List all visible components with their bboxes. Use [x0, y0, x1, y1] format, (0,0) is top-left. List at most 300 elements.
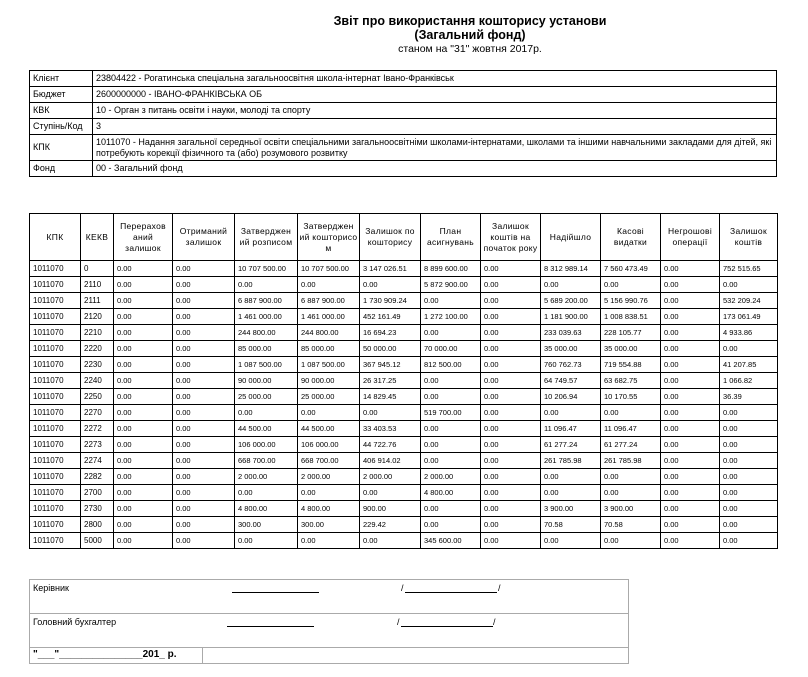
table-cell: 0.00	[661, 309, 720, 325]
table-cell: 0.00	[661, 469, 720, 485]
table-cell: 90 000.00	[235, 373, 298, 389]
table-cell: 0.00	[481, 373, 541, 389]
table-cell: 8 312 989.14	[541, 261, 601, 277]
table-cell: 4 933.86	[720, 325, 778, 341]
table-cell: 0.00	[481, 309, 541, 325]
table-cell: 228 105.77	[601, 325, 661, 341]
accountant-signature-line	[227, 626, 314, 627]
table-cell: 229.42	[360, 517, 421, 533]
info-value: 23804422 - Рогатинська спеціальна загальноосвітня школа-інтернат Івано-Франківськ	[93, 71, 777, 87]
table-cell: 36.39	[720, 389, 778, 405]
table-cell: 0.00	[661, 517, 720, 533]
info-row	[30, 119, 777, 135]
table-cell: 0.00	[541, 405, 601, 421]
table-cell: 0.00	[720, 341, 778, 357]
table-cell: 3 900.00	[601, 501, 661, 517]
table-cell: 44 500.00	[235, 421, 298, 437]
table-cell: 8 899 600.00	[421, 261, 481, 277]
table-cell: 1011070	[30, 533, 81, 549]
table-cell: 2800	[81, 517, 114, 533]
table-cell: 0.00	[481, 261, 541, 277]
table-row	[30, 453, 778, 469]
table-cell: 2111	[81, 293, 114, 309]
info-value: 1011070 - Надання загальної середньої освіти спеціальними загальноосвітніми школами-інтернатами, школами та іншими навчальними закладами для дітей, які потребують корекції фізичного та (або) розумового розвитку	[93, 135, 777, 161]
date-row	[30, 648, 628, 663]
table-cell: 26 317.25	[360, 373, 421, 389]
table-cell: 70.58	[601, 517, 661, 533]
table-cell: 0.00	[173, 389, 235, 405]
table-row	[30, 341, 778, 357]
table-cell: 6 887 900.00	[298, 293, 360, 309]
info-label: Ступінь/Код	[30, 119, 93, 135]
table-cell: 0.00	[114, 421, 173, 437]
table-cell: 0.00	[421, 437, 481, 453]
accountant-signature-row	[30, 614, 628, 648]
table-cell: 2273	[81, 437, 114, 453]
table-cell: 90 000.00	[298, 373, 360, 389]
column-header: Затверджен ий розписом	[235, 214, 298, 261]
table-cell: 406 914.02	[360, 453, 421, 469]
table-cell: 85 000.00	[235, 341, 298, 357]
table-cell: 0.00	[173, 517, 235, 533]
table-cell: 44 722.76	[360, 437, 421, 453]
column-header: КЕКВ	[81, 214, 114, 261]
table-cell: 345 600.00	[421, 533, 481, 549]
info-label: Бюджет	[30, 87, 93, 103]
table-cell: 300.00	[298, 517, 360, 533]
table-cell: 1011070	[30, 485, 81, 501]
slash-left: /	[401, 583, 404, 593]
table-cell: 0.00	[298, 277, 360, 293]
table-cell: 519 700.00	[421, 405, 481, 421]
table-row	[30, 437, 778, 453]
table-cell: 0.00	[481, 421, 541, 437]
table-cell: 0.00	[360, 277, 421, 293]
table-cell: 0.00	[173, 453, 235, 469]
table-cell: 0.00	[541, 277, 601, 293]
report-title	[300, 14, 640, 42]
table-cell: 0.00	[298, 533, 360, 549]
table-cell: 2 000.00	[298, 469, 360, 485]
table-cell: 85 000.00	[298, 341, 360, 357]
budget-table	[29, 213, 778, 549]
table-cell: 2120	[81, 309, 114, 325]
table-cell: 0.00	[114, 469, 173, 485]
table-cell: 1011070	[30, 341, 81, 357]
table-cell: 1011070	[30, 469, 81, 485]
table-cell: 1 087 500.00	[235, 357, 298, 373]
table-cell: 244 800.00	[298, 325, 360, 341]
table-cell: 1 461 000.00	[235, 309, 298, 325]
table-cell: 0.00	[421, 293, 481, 309]
table-cell: 6 887 900.00	[235, 293, 298, 309]
table-cell: 0.00	[298, 405, 360, 421]
table-cell: 1011070	[30, 325, 81, 341]
table-cell: 61 277.24	[541, 437, 601, 453]
table-cell: 1011070	[30, 309, 81, 325]
table-cell: 14 829.45	[360, 389, 421, 405]
table-cell: 2250	[81, 389, 114, 405]
table-cell: 244 800.00	[235, 325, 298, 341]
column-header: План асигнувань	[421, 214, 481, 261]
table-cell: 1 272 100.00	[421, 309, 481, 325]
table-cell: 0.00	[601, 405, 661, 421]
table-cell: 0.00	[114, 261, 173, 277]
table-cell: 0.00	[661, 501, 720, 517]
table-cell: 33 403.53	[360, 421, 421, 437]
slash-right: /	[498, 583, 501, 593]
table-cell: 452 161.49	[360, 309, 421, 325]
table-cell: 0.00	[481, 277, 541, 293]
table-cell: 0.00	[114, 293, 173, 309]
table-cell: 0.00	[601, 485, 661, 501]
table-cell: 0.00	[114, 485, 173, 501]
table-cell: 0.00	[661, 277, 720, 293]
table-cell: 0.00	[173, 405, 235, 421]
column-header: Залишок по кошторису	[360, 214, 421, 261]
table-cell: 0.00	[720, 533, 778, 549]
table-cell: 0.00	[720, 469, 778, 485]
table-cell: 10 707 500.00	[298, 261, 360, 277]
column-header: Затверджен ий кошторисо м	[298, 214, 360, 261]
column-header: Надійшло	[541, 214, 601, 261]
report-date: станом на "31" жовтня 2017р.	[398, 43, 542, 55]
table-cell: 0.00	[601, 533, 661, 549]
info-label: Фонд	[30, 161, 93, 177]
table-cell: 1 181 900.00	[541, 309, 601, 325]
table-cell: 7 560 473.49	[601, 261, 661, 277]
table-cell: 1 066.82	[720, 373, 778, 389]
table-cell: 0.00	[541, 533, 601, 549]
table-cell: 532 209.24	[720, 293, 778, 309]
table-cell: 0.00	[481, 389, 541, 405]
table-row	[30, 469, 778, 485]
column-header: Залишок коштів	[720, 214, 778, 261]
table-cell: 0.00	[541, 485, 601, 501]
slash-right: /	[493, 617, 496, 627]
table-cell: 5000	[81, 533, 114, 549]
table-row	[30, 309, 778, 325]
table-cell: 5 156 990.76	[601, 293, 661, 309]
table-cell: 668 700.00	[235, 453, 298, 469]
table-cell: 1011070	[30, 501, 81, 517]
table-cell: 0.00	[114, 517, 173, 533]
table-cell: 0.00	[541, 469, 601, 485]
director-signature-line	[232, 592, 319, 593]
info-value: 00 - Загальний фонд	[93, 161, 777, 177]
table-cell: 2282	[81, 469, 114, 485]
table-cell: 5 872 900.00	[421, 277, 481, 293]
table-cell: 1 087 500.00	[298, 357, 360, 373]
table-cell: 64 749.57	[541, 373, 601, 389]
table-cell: 0.00	[360, 533, 421, 549]
table-cell: 10 206.94	[541, 389, 601, 405]
table-cell: 5 689 200.00	[541, 293, 601, 309]
table-cell: 1011070	[30, 357, 81, 373]
table-cell: 900.00	[360, 501, 421, 517]
table-cell: 2 000.00	[421, 469, 481, 485]
table-cell: 812 500.00	[421, 357, 481, 373]
table-cell: 0.00	[114, 357, 173, 373]
table-cell: 16 694.23	[360, 325, 421, 341]
table-cell: 0.00	[661, 533, 720, 549]
column-header: Касові видатки	[601, 214, 661, 261]
table-cell: 0.00	[173, 469, 235, 485]
table-cell: 35 000.00	[541, 341, 601, 357]
table-cell: 233 039.63	[541, 325, 601, 341]
table-cell: 1 461 000.00	[298, 309, 360, 325]
table-cell: 0.00	[661, 437, 720, 453]
table-cell: 0.00	[421, 325, 481, 341]
table-cell: 63 682.75	[601, 373, 661, 389]
table-cell: 719 554.88	[601, 357, 661, 373]
info-value: 2600000000 - ІВАНО-ФРАНКІВСЬКА ОБ	[93, 87, 777, 103]
info-row	[30, 135, 777, 161]
table-cell: 752 515.65	[720, 261, 778, 277]
table-cell: 3 900.00	[541, 501, 601, 517]
table-row	[30, 389, 778, 405]
table-cell: 0.00	[114, 277, 173, 293]
table-cell: 70.58	[541, 517, 601, 533]
table-row	[30, 293, 778, 309]
table-row	[30, 517, 778, 533]
table-cell: 0.00	[114, 341, 173, 357]
table-cell: 0.00	[661, 293, 720, 309]
table-cell: 0.00	[421, 517, 481, 533]
table-cell: 0.00	[235, 533, 298, 549]
accountant-name-line	[401, 626, 493, 627]
table-cell: 0.00	[114, 389, 173, 405]
director-signature-row	[30, 580, 628, 614]
table-row	[30, 421, 778, 437]
table-cell: 1011070	[30, 373, 81, 389]
table-cell: 0.00	[601, 277, 661, 293]
table-cell: 1011070	[30, 405, 81, 421]
table-cell: 0.00	[481, 485, 541, 501]
table-cell: 4 800.00	[235, 501, 298, 517]
table-cell: 0.00	[720, 405, 778, 421]
table-cell: 0.00	[661, 357, 720, 373]
table-cell: 0.00	[661, 389, 720, 405]
column-header: Негрошові операції	[661, 214, 720, 261]
table-cell: 1 730 909.24	[360, 293, 421, 309]
table-cell: 2270	[81, 405, 114, 421]
table-cell: 1011070	[30, 437, 81, 453]
table-cell: 0.00	[720, 485, 778, 501]
table-cell: 0.00	[481, 357, 541, 373]
table-cell: 0.00	[720, 437, 778, 453]
table-cell: 0.00	[173, 485, 235, 501]
director-name-line	[405, 592, 497, 593]
table-cell: 0.00	[114, 437, 173, 453]
table-cell: 0.00	[114, 373, 173, 389]
table-cell: 0.00	[173, 277, 235, 293]
table-cell: 0.00	[360, 405, 421, 421]
info-label: Клієнт	[30, 71, 93, 87]
table-cell: 1011070	[30, 261, 81, 277]
info-label: КВК	[30, 103, 93, 119]
table-cell: 0.00	[114, 501, 173, 517]
table-cell: 0.00	[173, 533, 235, 549]
info-value: 3	[93, 119, 777, 135]
table-cell: 2730	[81, 501, 114, 517]
table-cell: 0.00	[298, 485, 360, 501]
table-cell: 2274	[81, 453, 114, 469]
table-cell: 3 147 026.51	[360, 261, 421, 277]
table-cell: 10 170.55	[601, 389, 661, 405]
table-cell: 25 000.00	[235, 389, 298, 405]
table-row	[30, 261, 778, 277]
table-cell: 0.00	[661, 373, 720, 389]
table-cell: 1011070	[30, 453, 81, 469]
table-row	[30, 533, 778, 549]
table-cell: 1011070	[30, 421, 81, 437]
table-cell: 1 008 838.51	[601, 309, 661, 325]
slash-left: /	[397, 617, 400, 627]
table-cell: 4 800.00	[421, 485, 481, 501]
table-cell: 11 096.47	[541, 421, 601, 437]
info-row	[30, 87, 777, 103]
table-cell: 0.00	[173, 341, 235, 357]
table-cell: 35 000.00	[601, 341, 661, 357]
info-table	[29, 70, 777, 177]
table-cell: 0.00	[661, 261, 720, 277]
table-header-row	[30, 214, 778, 261]
table-cell: 0.00	[481, 437, 541, 453]
table-cell: 0.00	[173, 325, 235, 341]
table-cell: 0.00	[173, 373, 235, 389]
table-cell: 1011070	[30, 277, 81, 293]
table-cell: 0	[81, 261, 114, 277]
info-row	[30, 161, 777, 177]
table-cell: 0.00	[661, 405, 720, 421]
table-cell: 2272	[81, 421, 114, 437]
column-header: Отриманий залишок	[173, 214, 235, 261]
column-header: Перерахов аний залишок	[114, 214, 173, 261]
table-cell: 0.00	[661, 485, 720, 501]
table-cell: 11 096.47	[601, 421, 661, 437]
table-cell: 0.00	[661, 453, 720, 469]
table-row	[30, 325, 778, 341]
report-title-line1: Звіт про використання кошторису установи	[333, 14, 607, 28]
table-cell: 0.00	[481, 533, 541, 549]
table-cell: 0.00	[173, 357, 235, 373]
column-header: КПК	[30, 214, 81, 261]
table-cell: 0.00	[720, 421, 778, 437]
table-cell: 668 700.00	[298, 453, 360, 469]
table-cell: 2210	[81, 325, 114, 341]
table-cell: 0.00	[114, 325, 173, 341]
director-label: Керівник	[33, 583, 69, 593]
table-cell: 0.00	[661, 421, 720, 437]
table-cell: 1011070	[30, 517, 81, 533]
table-cell: 0.00	[114, 533, 173, 549]
table-cell: 2 000.00	[235, 469, 298, 485]
table-cell: 0.00	[720, 453, 778, 469]
table-cell: 106 000.00	[298, 437, 360, 453]
table-cell: 1011070	[30, 293, 81, 309]
table-cell: 2220	[81, 341, 114, 357]
info-value: 10 - Орган з питань освіти і науки, молоді та спорту	[93, 103, 777, 119]
table-cell: 2700	[81, 485, 114, 501]
table-cell: 0.00	[173, 421, 235, 437]
table-cell: 0.00	[173, 261, 235, 277]
table-cell: 0.00	[235, 405, 298, 421]
table-cell: 0.00	[720, 517, 778, 533]
table-cell: 0.00	[481, 293, 541, 309]
table-cell: 261 785.98	[541, 453, 601, 469]
table-row	[30, 373, 778, 389]
table-cell: 0.00	[481, 517, 541, 533]
table-cell: 25 000.00	[298, 389, 360, 405]
info-row	[30, 103, 777, 119]
date-cell	[30, 648, 203, 663]
table-cell: 0.00	[421, 389, 481, 405]
table-cell: 50 000.00	[360, 341, 421, 357]
report-title-line2: (Загальний фонд)	[414, 28, 526, 42]
column-header: Залишок коштів на початок року	[481, 214, 541, 261]
table-row	[30, 501, 778, 517]
table-cell: 0.00	[481, 501, 541, 517]
info-row	[30, 71, 777, 87]
table-cell: 0.00	[481, 405, 541, 421]
table-cell: 0.00	[173, 437, 235, 453]
table-cell: 10 707 500.00	[235, 261, 298, 277]
table-cell: 61 277.24	[601, 437, 661, 453]
table-cell: 0.00	[114, 405, 173, 421]
table-cell: 0.00	[421, 421, 481, 437]
table-cell: 106 000.00	[235, 437, 298, 453]
table-cell: 0.00	[173, 309, 235, 325]
table-cell: 0.00	[601, 469, 661, 485]
table-cell: 44 500.00	[298, 421, 360, 437]
table-cell: 0.00	[661, 325, 720, 341]
table-cell: 0.00	[661, 341, 720, 357]
table-cell: 0.00	[235, 277, 298, 293]
table-cell: 173 061.49	[720, 309, 778, 325]
table-cell: 2110	[81, 277, 114, 293]
table-row	[30, 485, 778, 501]
table-cell: 300.00	[235, 517, 298, 533]
table-cell: 0.00	[173, 501, 235, 517]
table-cell: 0.00	[481, 453, 541, 469]
table-cell: 2 000.00	[360, 469, 421, 485]
table-cell: 0.00	[114, 453, 173, 469]
table-cell: 0.00	[481, 469, 541, 485]
table-cell: 41 207.85	[720, 357, 778, 373]
table-cell: 0.00	[720, 501, 778, 517]
table-cell: 4 800.00	[298, 501, 360, 517]
table-cell: 0.00	[421, 453, 481, 469]
table-cell: 261 785.98	[601, 453, 661, 469]
table-row	[30, 405, 778, 421]
table-cell: 2240	[81, 373, 114, 389]
table-cell: 0.00	[421, 501, 481, 517]
table-cell: 1011070	[30, 389, 81, 405]
date-placeholder: "___"_______________201_ р.	[33, 649, 177, 660]
accountant-label: Головний бухгалтер	[33, 617, 117, 627]
table-cell: 0.00	[421, 373, 481, 389]
table-cell: 0.00	[235, 485, 298, 501]
table-cell: 2230	[81, 357, 114, 373]
table-cell: 367 945.12	[360, 357, 421, 373]
table-row	[30, 357, 778, 373]
table-cell: 70 000.00	[421, 341, 481, 357]
table-cell: 0.00	[114, 309, 173, 325]
table-cell: 760 762.73	[541, 357, 601, 373]
table-cell: 0.00	[173, 293, 235, 309]
table-cell: 0.00	[481, 325, 541, 341]
